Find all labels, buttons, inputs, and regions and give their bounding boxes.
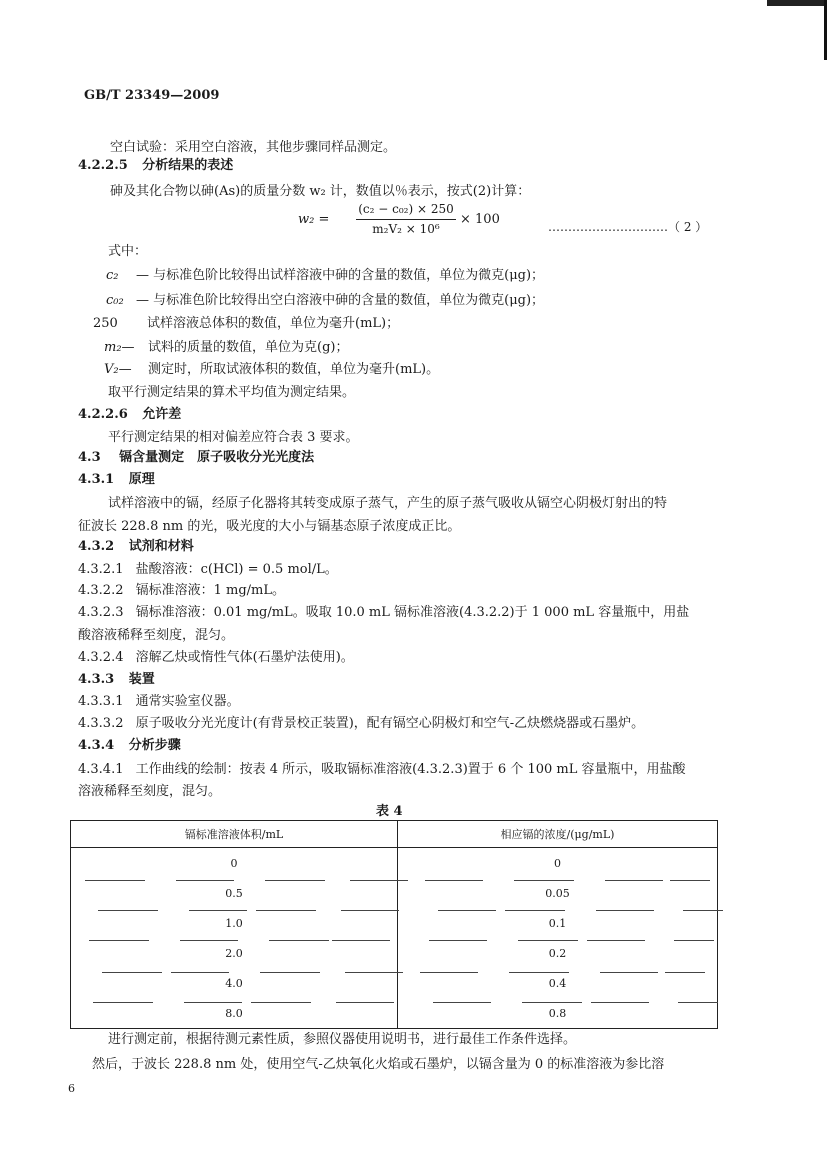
table-cell: 0.8 xyxy=(398,998,718,1029)
clause-text: 通常实验室仪器。 xyxy=(135,694,240,709)
table-cell: 0.5 xyxy=(71,878,398,908)
row-separator-dash xyxy=(336,1002,394,1003)
row-separator-dash xyxy=(256,910,316,911)
row-separator-dash xyxy=(678,1002,718,1003)
definition-symbol: c₀₂ xyxy=(106,293,124,308)
formula-lhs: w₂ = xyxy=(298,212,330,227)
table-cell: 1.0 xyxy=(71,908,398,938)
definition-symbol: V₂— xyxy=(104,362,132,377)
section-title: 分析步骤 xyxy=(128,738,181,753)
table-cell: 0.2 xyxy=(398,938,718,968)
definition-row xyxy=(106,264,544,283)
row-separator-dash xyxy=(420,972,478,973)
clause-text: 盐酸溶液：c(HCl) = 0.5 mol/L。 xyxy=(135,562,338,577)
where-label: 式中： xyxy=(108,244,148,259)
definition-row xyxy=(104,358,439,377)
row-separator-dash xyxy=(350,880,408,881)
section-number: 4.3 xyxy=(78,450,101,465)
scan-artifact xyxy=(767,0,827,6)
column-header: 镉标准溶液体积/mL xyxy=(71,821,398,848)
section-431 xyxy=(78,468,155,487)
blank-test-text: 空白试验：采用空白溶液，其他步骤同样品测定。 xyxy=(110,140,397,155)
definition-row xyxy=(104,336,348,355)
clause-4323 xyxy=(78,601,689,620)
row-separator-dash xyxy=(596,910,654,911)
table-cell: 2.0 xyxy=(71,938,398,968)
definition-text: 测定时，所取试液体积的数值，单位为毫升(mL)。 xyxy=(148,362,440,377)
table-cell: 0.05 xyxy=(398,878,718,908)
formula-tail: × 100 xyxy=(460,212,500,227)
clause-4321 xyxy=(78,558,338,577)
row-separator-dash xyxy=(189,910,247,911)
row-separator-dash xyxy=(260,972,320,973)
row-separator-dash xyxy=(425,880,483,881)
clause-4322 xyxy=(78,579,285,598)
row-separator-dash xyxy=(522,1002,582,1003)
result-note: 取平行测定结果的算术平均值为测定结果。 xyxy=(108,385,356,400)
row-separator-dash xyxy=(341,910,399,911)
section-title: 镉含量测定 原子吸收分光光度法 xyxy=(119,450,315,465)
clause-continuation: 酸溶液稀释至刻度，混匀。 xyxy=(78,628,235,643)
clause-number: 4.3.3.1 xyxy=(78,694,124,709)
row-separator-dash xyxy=(429,940,487,941)
section-title: 试剂和材料 xyxy=(128,539,194,554)
row-separator-dash xyxy=(518,940,578,941)
row-separator-dash xyxy=(514,880,574,881)
clause-text: 镉标准溶液：0.01 mg/mL。吸取 10.0 mL 镉标准溶液(4.3.2.2)于 1 000 mL 容量瓶中，用盐 xyxy=(135,605,690,620)
row-separator-dash xyxy=(176,880,234,881)
clause-number: 4.3.3.2 xyxy=(78,716,124,731)
section-title: 分析结果的表述 xyxy=(142,158,234,173)
definition-symbol: 250 xyxy=(93,316,118,331)
standard-code: GB/T 23349—2009 xyxy=(84,88,220,103)
section-432 xyxy=(78,535,194,554)
table-cell: 4.0 xyxy=(71,968,398,998)
formula-numerator: (c₂ − c₀₂) × 250 xyxy=(358,202,454,216)
row-separator-dash xyxy=(265,880,325,881)
clause-4341 xyxy=(78,758,686,777)
clause-4324 xyxy=(78,646,354,665)
table-4 xyxy=(70,820,718,1029)
section-title: 装置 xyxy=(128,672,155,687)
definition-row xyxy=(106,289,544,308)
clause-continuation: 溶液稀释至刻度，混匀。 xyxy=(78,784,222,799)
row-separator-dash xyxy=(674,940,714,941)
table-cell: 0.1 xyxy=(398,908,718,938)
table-cell: 8.0 xyxy=(71,998,398,1029)
row-separator-dash xyxy=(93,1002,153,1003)
column-header: 相应镉的浓度/(μg/mL) xyxy=(398,821,718,848)
section-number: 4.2.2.6 xyxy=(78,407,128,422)
clause-number: 4.3.4.1 xyxy=(78,762,124,777)
row-separator-dash xyxy=(670,880,710,881)
formula-denominator: m₂V₂ × 10⁶ xyxy=(372,222,440,236)
row-separator-dash xyxy=(171,972,229,973)
definition-row xyxy=(93,312,399,331)
table-cell: 0.4 xyxy=(398,968,718,998)
definition-text: — 与标准色阶比较得出试样溶液中砷的含量的数值，单位为微克(μg)； xyxy=(136,268,545,283)
table-row xyxy=(71,908,718,938)
section-title: 允许差 xyxy=(142,407,182,422)
row-separator-dash xyxy=(683,910,723,911)
row-separator-dash xyxy=(433,1002,491,1003)
section-number: 4.3.1 xyxy=(78,472,115,487)
principle-text: 试样溶液中的镉，经原子化器将其转变成原子蒸气，产生的原子蒸气吸收从镉空心阴极灯射出的特 xyxy=(108,496,668,511)
clause-text: 溶解乙炔或惰性气体(石墨炉法使用)。 xyxy=(135,650,354,665)
table-row xyxy=(71,938,718,968)
row-separator-dash xyxy=(509,972,569,973)
section-433 xyxy=(78,668,155,687)
row-separator-dash xyxy=(600,972,658,973)
row-separator-dash xyxy=(505,910,565,911)
section-number: 4.3.4 xyxy=(78,738,115,753)
clause-number: 4.3.2.1 xyxy=(78,562,124,577)
formula-number: …………………………（ 2 ） xyxy=(548,220,708,234)
row-separator-dash xyxy=(85,880,145,881)
table-header-row xyxy=(71,821,718,848)
row-separator-dash xyxy=(89,940,149,941)
row-separator-dash xyxy=(665,972,705,973)
table-row xyxy=(71,848,718,879)
section-title: 原理 xyxy=(128,472,155,487)
table-caption: 表 4 xyxy=(376,804,403,819)
row-separator-dash xyxy=(605,880,663,881)
section-number: 4.2.2.5 xyxy=(78,158,128,173)
after-table-text: 进行测定前，根据待测元素性质，参照仪器使用说明书，进行最佳工作条件选择。 xyxy=(108,1032,577,1047)
table-cell: 0 xyxy=(398,848,718,879)
section-4226 xyxy=(78,403,181,422)
table-row xyxy=(71,878,718,908)
clause-number: 4.3.2.4 xyxy=(78,650,124,665)
definition-symbol: m₂— xyxy=(104,340,135,355)
row-separator-dash xyxy=(269,940,329,941)
section-number: 4.3.3 xyxy=(78,672,115,687)
section-434 xyxy=(78,734,181,753)
clause-4332 xyxy=(78,712,644,731)
section-4225 xyxy=(78,154,233,173)
clause-number: 4.3.2.2 xyxy=(78,583,124,598)
definition-text: — 与标准色阶比较得出空白溶液中砷的含量的数值，单位为微克(μg)； xyxy=(136,293,545,308)
row-separator-dash xyxy=(332,940,390,941)
definition-symbol: c₂ xyxy=(106,268,119,283)
principle-text: 征波长 228.8 nm 的光，吸光度的大小与镉基态原子浓度成正比。 xyxy=(78,519,461,534)
row-separator-dash xyxy=(102,972,162,973)
section-43 xyxy=(78,446,314,465)
definition-text: 试样溶液总体积的数值，单位为毫升(mL)； xyxy=(147,316,400,331)
row-separator-dash xyxy=(98,910,158,911)
clause-text: 工作曲线的绘制：按表 4 所示，吸取镉标准溶液(4.3.2.3)置于 6 个 100 mL 容量瓶中，用盐酸 xyxy=(135,762,686,777)
row-separator-dash xyxy=(587,940,645,941)
clause-text: 原子吸收分光光度计(有背景校正装置)，配有镉空心阴极灯和空气-乙炔燃烧器或石墨炉。 xyxy=(135,716,645,731)
table-cell: 0 xyxy=(71,848,398,879)
clause-text: 镉标准溶液：1 mg/mL。 xyxy=(135,583,286,598)
definition-text: 试料的质量的数值，单位为克(g)； xyxy=(148,340,349,355)
row-separator-dash xyxy=(184,1002,242,1003)
row-separator-dash xyxy=(180,940,238,941)
after-table-text: 然后，于波长 228.8 nm 处，使用空气-乙炔氧化火焰或石墨炉，以镉含量为 0 的标准溶液为参比溶 xyxy=(92,1057,665,1072)
page-number: 6 xyxy=(68,1082,75,1095)
row-separator-dash xyxy=(591,1002,649,1003)
formula-intro: 砷及其化合物以砷(As)的质量分数 w₂ 计，数值以％表示，按式(2)计算： xyxy=(110,184,531,199)
fraction-bar xyxy=(356,219,456,220)
row-separator-dash xyxy=(251,1002,311,1003)
clause-4331 xyxy=(78,690,240,709)
clause-number: 4.3.2.3 xyxy=(78,605,124,620)
allowance-text: 平行测定结果的相对偏差应符合表 3 要求。 xyxy=(108,430,359,445)
section-number: 4.3.2 xyxy=(78,539,115,554)
row-separator-dash xyxy=(438,910,496,911)
row-separator-dash xyxy=(345,972,403,973)
